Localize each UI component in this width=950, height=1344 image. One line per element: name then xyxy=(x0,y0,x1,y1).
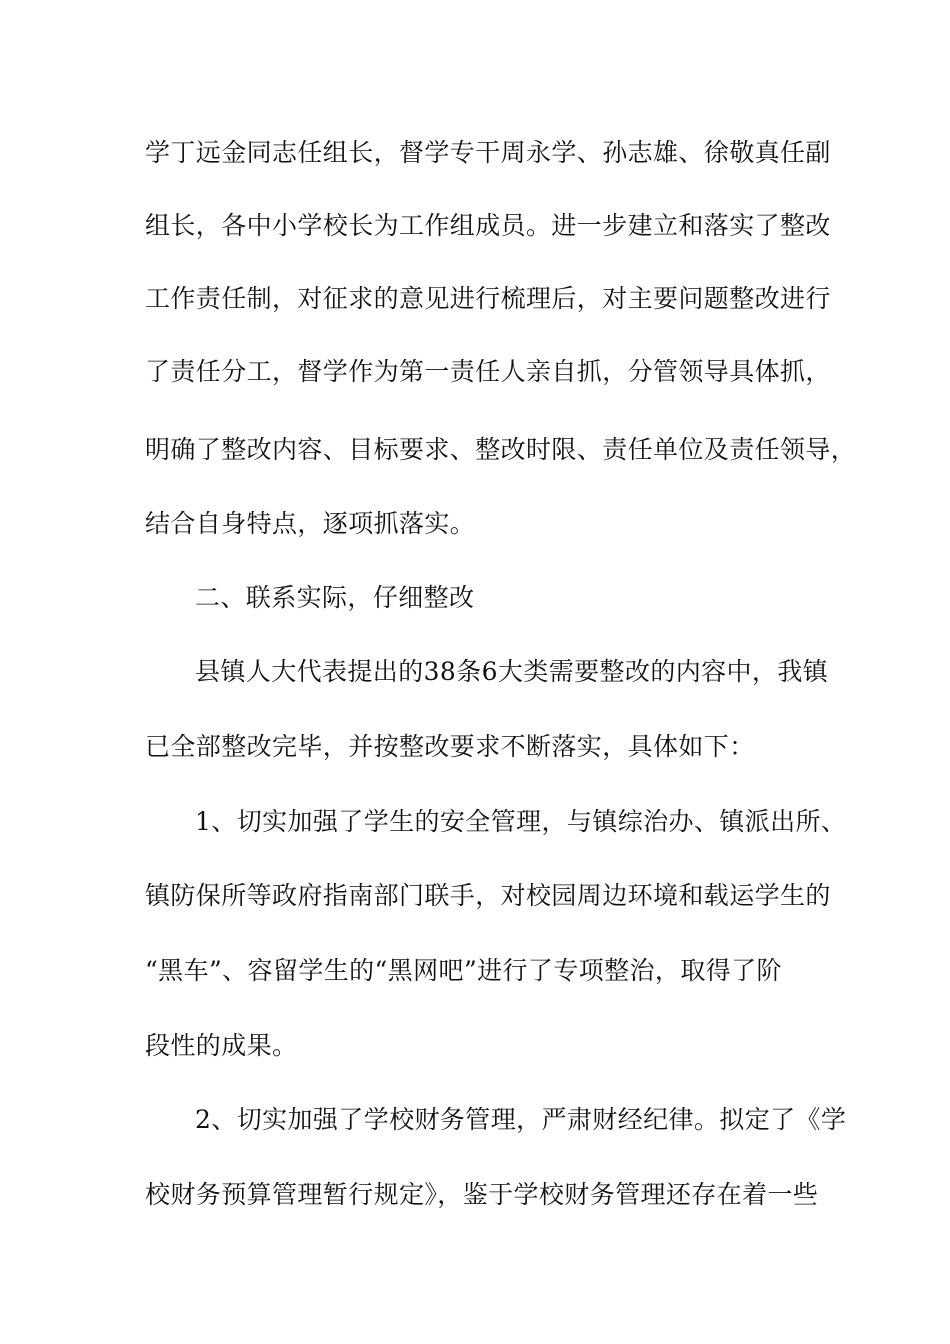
text-line: “黑车”、容留学生的“黑网吧”进行了专项整治，取得了阶 xyxy=(145,956,782,985)
text-line: 校财务预算管理暂行规定》，鉴于学校财务管理还存在着一些 xyxy=(145,1180,819,1209)
text-line: 2、切实加强了学校财务管理，严肃财经纪律。拟定了《学 xyxy=(195,1105,847,1134)
text-line: 段性的成果。 xyxy=(145,1031,298,1060)
text-line: 县镇人大代表提出的38条6大类需要整改的内容中，我镇 xyxy=(195,657,829,686)
text-line: 1、切实加强了学生的安全管理，与镇综治办、镇派出所、 xyxy=(195,807,847,836)
section-heading: 二、联系实际，仔细整改 xyxy=(195,583,475,612)
text-line: 明确了整改内容、目标要求、整改时限、责任单位及责任领导， xyxy=(145,435,857,464)
text-line: 组长，各中小学校长为工作组成员。进一步建立和落实了整改 xyxy=(145,211,831,240)
text-line: 结合自身特点，逐项抓落实。 xyxy=(145,509,476,538)
text-line: 学丁远金同志任组长，督学专干周永学、孙志雄、徐敬真任副 xyxy=(145,138,831,167)
text-line: 工作责任制，对征求的意见进行梳理后，对主要问题整改进行 xyxy=(145,284,831,313)
text-line: 已全部整改完毕，并按整改要求不断落实，具体如下： xyxy=(145,732,755,761)
text-line: 镇防保所等政府指南部门联手，对校园周边环境和载运学生的 xyxy=(145,881,831,910)
text-line: 了责任分工，督学作为第一责任人亲自抓，分管领导具体抓， xyxy=(145,357,831,386)
